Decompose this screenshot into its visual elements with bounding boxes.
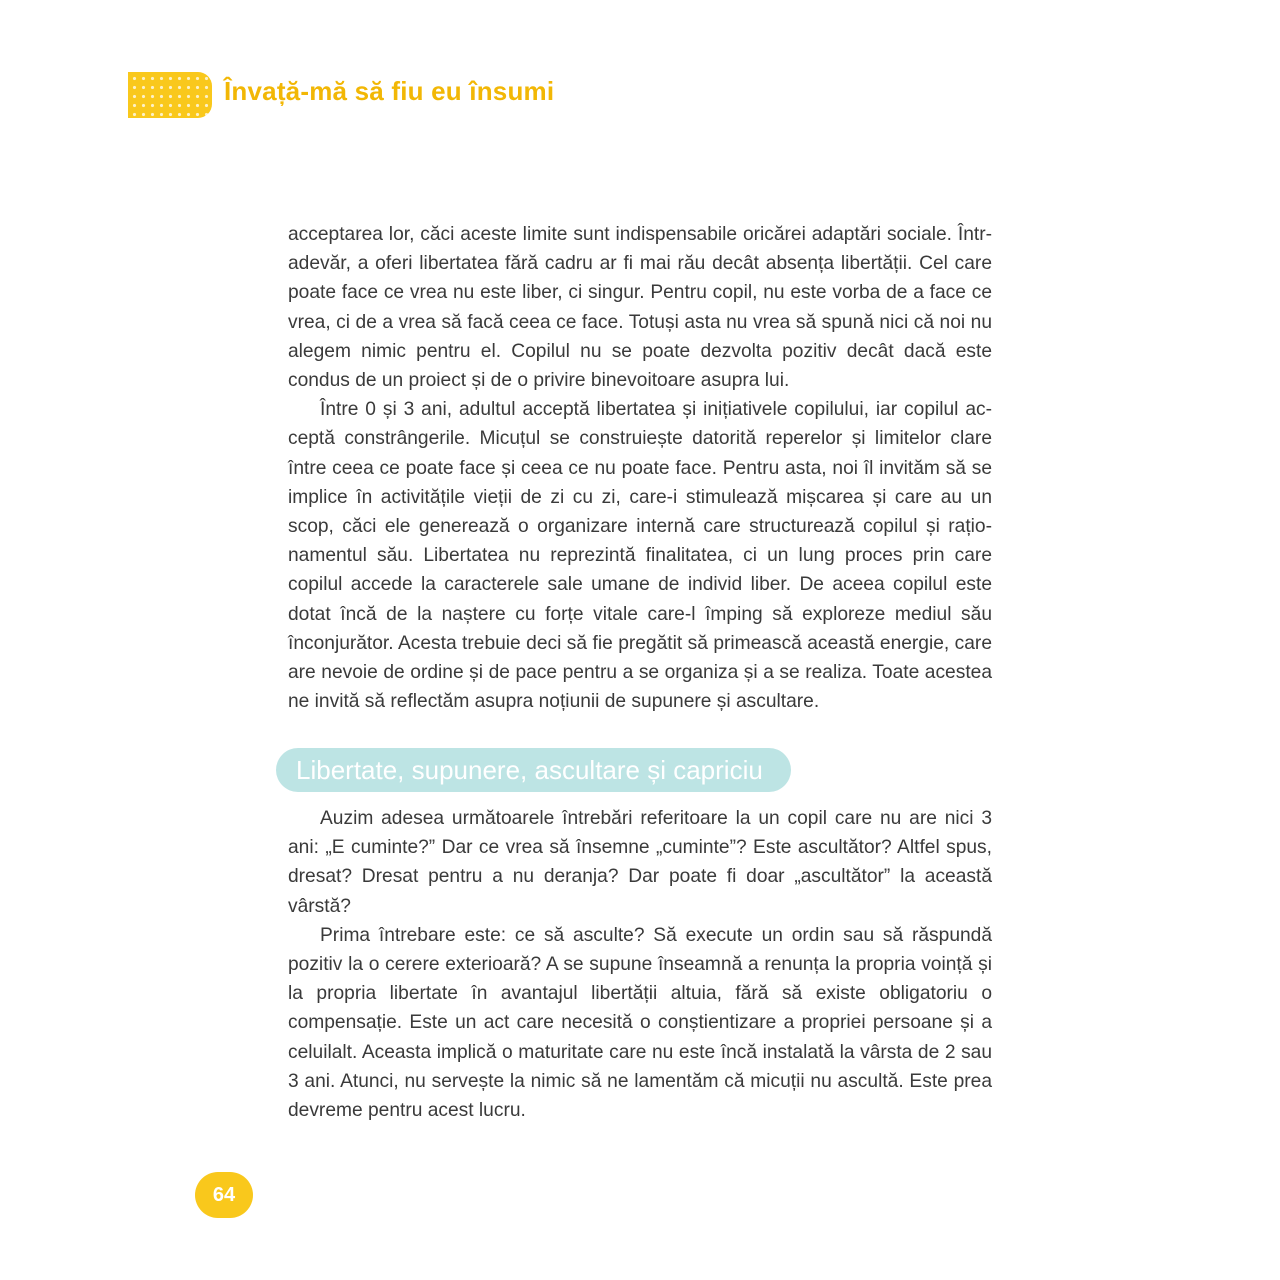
paragraph: acceptarea lor, căci aceste limite sunt indispensabile oricărei adaptări sociale. Într-adevăr, a oferi libertatea fără cadru ar fi mai rău decât absența libertății. Cel care poate face ce vrea nu este liber, ci singur. Pentru copil, nu este vorba de a face ce vrea, ci de a vrea să facă ceea ce face. Totuși asta nu vrea să spună nici că noi nu alegem nimic pentru el. Copilul nu se poate dezvolta pozitiv decât dacă este condus de un proiect și de o privire binevoitoare asupra lui.: [288, 224, 992, 392]
paragraph: Auzim adesea următoarele întrebări referitoare la un copil care nu are nici 3 ani: „E cuminte?” Dar ce vrea să însemne „cuminte”? Este ascultător? Altfel spus, dresat? Dresat pentru a nu deranja? Dar poate fi doar „ascultător” la această vârstă?: [288, 808, 992, 917]
paragraph: Între 0 și 3 ani, adultul acceptă libertatea și inițiativele copilului, iar copilul acceptă constrângerile. Micuțul se construiește datorită reperelor și limitelor clare între ceea ce poate face și ceea ce nu poate face. Pentru asta, noi îl invităm să se implice în activitățile vieții de zi cu zi, care-i stimulează mișcarea și care au un scop, căci ele generează o organizare internă care structurează copilul și raționamentul său. Libertatea nu reprezintă finalitatea, ci un lung proces prin care copilul accede la caracterele sale umane de individ liber. De aceea copilul este dotat încă de la naștere cu forțe vitale care-l împing să exploreze mediul său înconjurător. Acesta trebuie deci să fie pregătit să primească această energie, care are nevoie de ordine și de pace pentru a se organiza și a se realiza. Toate acestea ne invită să reflectăm asupra noțiunii de supunere și ascultare.: [288, 399, 992, 713]
body-text-block-1: [288, 220, 992, 716]
page-number: 64: [195, 1172, 253, 1218]
chapter-title: Învață-mă să fiu eu însumi: [224, 76, 555, 106]
paragraph: Prima întrebare este: ce să asculte? Să execute un ordin sau să răspundă pozitiv la o cerere exterioară? A se supune înseamnă a renunța la propria voință și la propria libertate în avantajul libertății altuia, fără să existe obligatoriu o compensație. Este un act care necesită o conștientizare a propriei persoane și a celuilalt. Aceasta implică o maturitate care nu este încă instalată la vârsta de 2 sau 3 ani. Atunci, nu servește la nimic să ne lamentăm că micuții nu ascultă. Este prea devreme pentru acest lucru.: [288, 924, 992, 1122]
body-text-block-2: [288, 804, 992, 1125]
section-heading: Libertate, supunere, ascultare și capriciu: [276, 748, 791, 792]
header-decoration-tab: [128, 72, 212, 118]
